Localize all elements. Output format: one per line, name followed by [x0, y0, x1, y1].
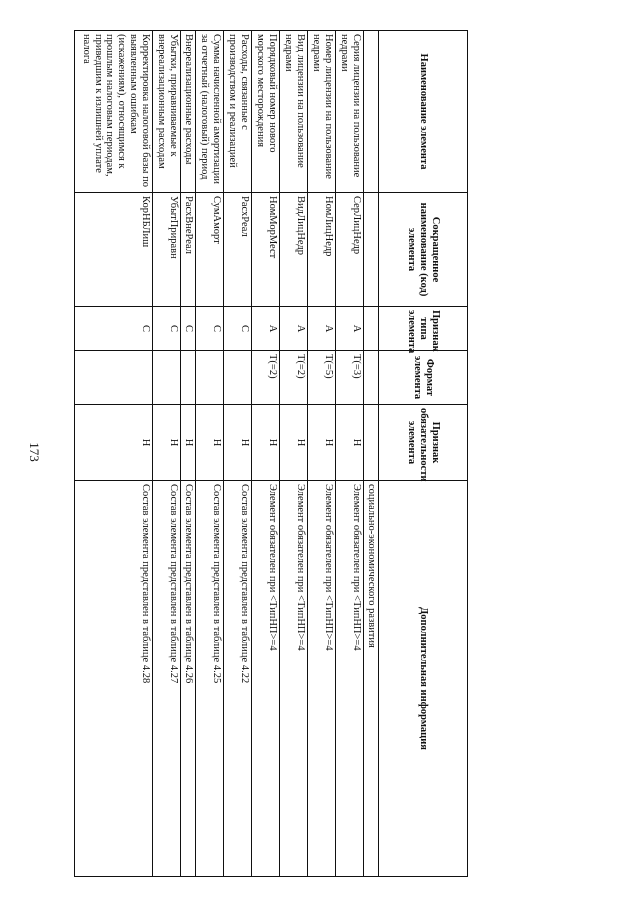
cell-type: С	[196, 307, 224, 351]
table-row	[180, 31, 196, 877]
cell-name: Номер лицензии на пользование недрами	[308, 31, 336, 193]
cell-required: Н	[180, 405, 196, 481]
cell-type: С	[152, 307, 180, 351]
cell-type: А	[336, 307, 364, 351]
cell-required: Н	[252, 405, 280, 481]
cell-info: Состав элемента представлен в таблице 4.26	[180, 481, 196, 877]
table-row	[152, 31, 180, 877]
table-row	[224, 31, 252, 877]
table-row	[196, 31, 224, 877]
cell-name: Убытки, приравниваемые к внереализационным расходам	[152, 31, 180, 193]
cell-info: Элемент обязателен при <ТипНП>=4	[280, 481, 308, 877]
cell-type: А	[280, 307, 308, 351]
cell-name: Внереализационные расходы	[180, 31, 196, 193]
cell-required: Н	[152, 405, 180, 481]
cell-format: T(=2)	[280, 351, 308, 405]
table-header-row	[379, 31, 468, 877]
cell-format	[196, 351, 224, 405]
cell-format: T(=3)	[336, 351, 364, 405]
cell-type: А	[252, 307, 280, 351]
page-number: 173	[27, 442, 42, 462]
cell-code: РасхВнеРеал	[180, 193, 196, 307]
cell-name: Сумма начисленной амортизации за отчетный (налоговый) период	[196, 31, 224, 193]
header-element-code: Сокращенное наименование (код) элемента	[379, 193, 468, 307]
cell-code: СерЛицНедр	[336, 193, 364, 307]
cell-required: Н	[196, 405, 224, 481]
cell-type: А	[308, 307, 336, 351]
cell-format: T(=5)	[308, 351, 336, 405]
table-row-carry-over	[364, 31, 379, 877]
cell-name: Серия лицензии на пользование недрами	[336, 31, 364, 193]
cell-code: КорНБЛиш	[75, 193, 153, 307]
cell-info: Состав элемента представлен в таблице 4.27	[152, 481, 180, 877]
cell-info: Состав элемента представлен в таблице 4.28	[75, 481, 153, 877]
cell-name: Корректировка налоговой базы по выявленным ошибкам (искажениям), относящимся к прошлым налоговым периодам, приведшим к излишней уплате налога	[75, 31, 153, 193]
cell-info: Состав элемента представлен в таблице 4.22	[224, 481, 252, 877]
table-row	[280, 31, 308, 877]
cell-format	[224, 351, 252, 405]
cell-info: Элемент обязателен при <ТипНП>=4	[336, 481, 364, 877]
cell-info: Элемент обязателен при <ТипНП>=4	[308, 481, 336, 877]
cell	[364, 405, 379, 481]
table-row	[75, 31, 153, 877]
cell-info: Состав элемента представлен в таблице 4.25	[196, 481, 224, 877]
cell-code: НомМорМест	[252, 193, 280, 307]
cell	[364, 307, 379, 351]
cell-name: Расходы, связанные с производством и реализацией	[224, 31, 252, 193]
cell-code: СумАморт	[196, 193, 224, 307]
header-element-name: Наименование элемента	[379, 31, 468, 193]
cell-name: Порядковый номер нового морского месторождения	[252, 31, 280, 193]
rotated-table-container	[74, 30, 468, 876]
cell-format: T(=2)	[252, 351, 280, 405]
cell-info: социально-экономического развития	[364, 481, 379, 877]
elements-table	[74, 30, 468, 877]
header-additional-info: Дополнительная информация	[379, 481, 468, 877]
cell-code: ВидЛицНедр	[280, 193, 308, 307]
table-row	[336, 31, 364, 877]
cell-code: УбытПриравн	[152, 193, 180, 307]
cell-required: Н	[308, 405, 336, 481]
header-element-format: Формат элемента	[379, 351, 468, 405]
cell-type: С	[224, 307, 252, 351]
cell-required: Н	[224, 405, 252, 481]
cell	[364, 31, 379, 193]
cell-format	[75, 351, 153, 405]
cell	[364, 193, 379, 307]
cell-required: Н	[280, 405, 308, 481]
cell-code: НомЛицНедр	[308, 193, 336, 307]
cell-format	[152, 351, 180, 405]
cell	[364, 351, 379, 405]
header-element-type: Признак типа элемента	[379, 307, 468, 351]
cell-type: С	[75, 307, 153, 351]
cell-info: Элемент обязателен при <ТипНП>=4	[252, 481, 280, 877]
cell-format	[180, 351, 196, 405]
cell-type: С	[180, 307, 196, 351]
cell-name: Вид лицензии на пользование недрами	[280, 31, 308, 193]
table-row	[252, 31, 280, 877]
table-row	[308, 31, 336, 877]
header-element-required: Признак обязательности элемента	[379, 405, 468, 481]
cell-required: Н	[75, 405, 153, 481]
cell-code: РасхРеал	[224, 193, 252, 307]
cell-required: Н	[336, 405, 364, 481]
